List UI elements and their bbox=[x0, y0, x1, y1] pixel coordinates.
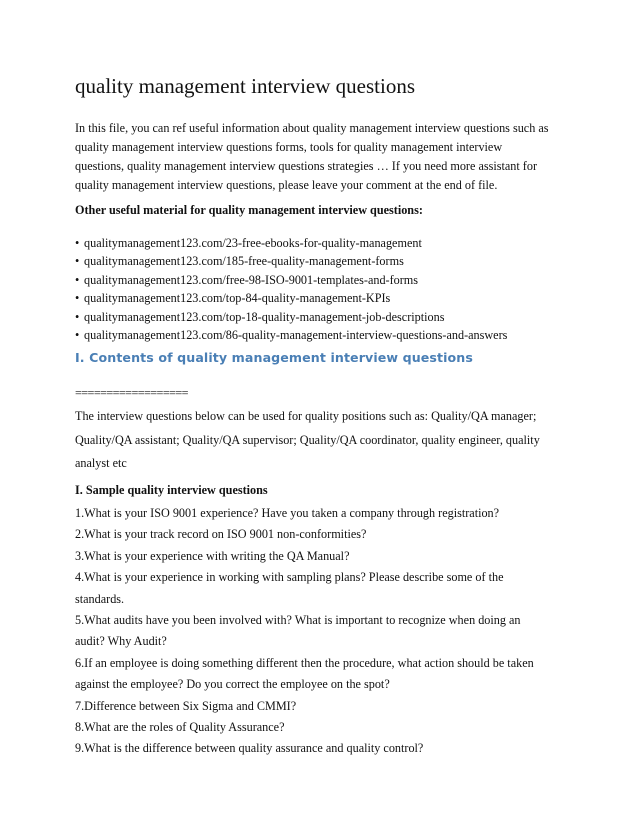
bullet-icon: • bbox=[75, 254, 80, 269]
resource-link[interactable]: qualitymanagement123.com/top-18-quality-management-job-descriptions bbox=[84, 309, 445, 324]
bullet-icon: • bbox=[75, 309, 80, 324]
list-item[interactable] bbox=[75, 308, 507, 326]
section-heading: I. Contents of quality management interview questions bbox=[75, 350, 473, 365]
question-line: 8.What are the roles of Quality Assurance? bbox=[75, 720, 285, 735]
intro-line: quality management interview questions forms, tools for quality management interview bbox=[75, 140, 503, 154]
page-title: quality management interview questions bbox=[75, 74, 415, 98]
intro-paragraph bbox=[75, 119, 575, 195]
question-line: 5.What audits have you been involved with? What is important to recognize when doing an bbox=[75, 613, 521, 628]
list-item[interactable] bbox=[75, 252, 507, 270]
list-item[interactable] bbox=[75, 271, 507, 289]
question-item bbox=[75, 653, 534, 696]
interview-intro-line: Quality/QA assistant; Quality/QA supervisor; Quality/QA coordinator, quality engineer, quality bbox=[75, 432, 540, 447]
interview-intro-line: The interview questions below can be used for quality positions such as: Quality/QA manager; bbox=[75, 409, 537, 423]
bullet-icon: • bbox=[75, 272, 80, 287]
question-line: 6.If an employee is doing something different then the procedure, what action should be taken bbox=[75, 655, 534, 670]
question-line: 2.What is your track record on ISO 9001 non-conformities? bbox=[75, 527, 367, 542]
resource-link-list bbox=[75, 234, 507, 344]
resource-link[interactable]: qualitymanagement123.com/23-free-ebooks-for-quality-management bbox=[84, 236, 422, 250]
question-line: 7.Difference between Six Sigma and CMMI? bbox=[75, 698, 297, 713]
bullet-icon: • bbox=[75, 236, 80, 250]
interview-intro-paragraph bbox=[75, 405, 575, 476]
question-item bbox=[75, 696, 534, 717]
sample-questions-heading: I. Sample quality interview questions bbox=[75, 483, 268, 497]
interview-intro-line: analyst etc bbox=[75, 456, 127, 470]
intro-line: questions, quality management interview questions strategies … If you need more assistant for bbox=[75, 159, 538, 173]
resource-link[interactable]: qualitymanagement123.com/free-98-ISO-9001-templates-and-forms bbox=[84, 272, 419, 287]
question-line: against the employee? Do you correct the employee on the spot? bbox=[75, 677, 390, 692]
question-item bbox=[75, 717, 534, 738]
intro-line: quality management interview questions, please leave your comment at the end of file. bbox=[75, 178, 498, 192]
question-item bbox=[75, 524, 534, 545]
list-item[interactable] bbox=[75, 326, 507, 344]
list-item[interactable] bbox=[75, 234, 507, 252]
intro-line: In this file, you can ref useful information about quality management interview questions such as bbox=[75, 121, 549, 135]
question-line: 9.What is the difference between quality assurance and quality control? bbox=[75, 741, 424, 756]
question-line: 3.What is your experience with writing the QA Manual? bbox=[75, 548, 350, 563]
separator-line: ================== bbox=[75, 386, 188, 400]
question-line: 4.What is your experience in working with sampling plans? Please describe some of the bbox=[75, 570, 504, 585]
question-list bbox=[75, 503, 534, 760]
list-item[interactable] bbox=[75, 289, 507, 307]
resource-link[interactable]: qualitymanagement123.com/top-84-quality-management-KPIs bbox=[84, 291, 391, 306]
question-item bbox=[75, 546, 534, 567]
question-item bbox=[75, 738, 534, 759]
question-item bbox=[75, 503, 534, 524]
question-item bbox=[75, 610, 534, 653]
question-item bbox=[75, 567, 534, 610]
resource-link[interactable]: qualitymanagement123.com/185-free-quality-management-forms bbox=[84, 254, 404, 269]
question-line: audit? Why Audit? bbox=[75, 634, 167, 649]
bullet-icon: • bbox=[75, 291, 80, 306]
other-material-heading: Other useful material for quality management interview questions: bbox=[75, 203, 423, 217]
question-line: 1.What is your ISO 9001 experience? Have you taken a company through registration? bbox=[75, 506, 500, 520]
resource-link[interactable]: qualitymanagement123.com/86-quality-management-interview-questions-and-answers bbox=[84, 328, 508, 343]
question-line: standards. bbox=[75, 591, 125, 606]
bullet-icon: • bbox=[75, 328, 80, 343]
